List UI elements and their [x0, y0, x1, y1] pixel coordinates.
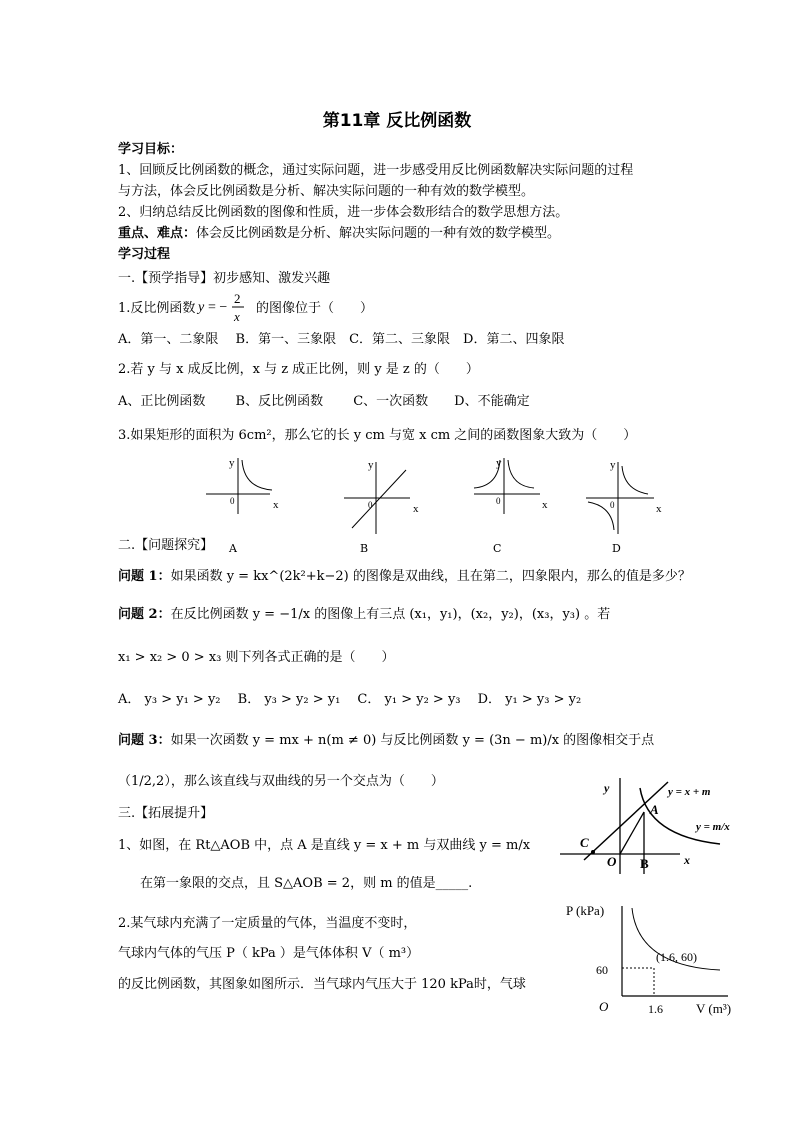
svg-text:0: 0 [496, 496, 501, 506]
q2-text: 2.若 y 与 x 成反比例，x 与 z 成正比例，则 y 是 z 的（ ） [118, 362, 479, 377]
svg-text:y: y [610, 459, 616, 471]
q1-options: A．第一、二象限 B．第一、三象限 C．第二、三象限 D．第二、四象限 [118, 332, 565, 347]
fig2-y-tick: 60 [596, 963, 608, 977]
key-text: 体会反比例函数是分析、解决实际问题的一种有效的数学模型。 [196, 226, 561, 241]
problem-2-options: A． y₃ > y₁ > y₂ B． y₃ > y₂ > y₁ C． y₁ > y₂ > y₃ D． y₁ > y₃ > y₂ [118, 692, 582, 707]
extension-2-line-1: 2.某气球内充满了一定质量的气体，当温度不变时， [118, 916, 417, 931]
svg-text:x: x [273, 499, 279, 511]
problem-3-continuation: （1/2,2），那么该直线与双曲线的另一个交点为（ ） [118, 774, 444, 789]
page-title: 第11章 反比例函数 [322, 111, 472, 131]
figure-pressure-volume [560, 898, 770, 1020]
goal-2: 2、归纳总结反比例函数的图像和性质，进一步体会数形结合的数学思想方法。 [118, 205, 569, 220]
extension-1-continuation: 在第一象限的交点，且 S△AOB = 2，则 m 的值是_____. [140, 876, 473, 891]
problem-2-label: 问题 2： [118, 607, 171, 622]
problem-2-condition: x₁ > x₂ > 0 > x₃ 则下列各式正确的是（ ） [118, 650, 395, 665]
goals-heading: 学习目标： [118, 142, 184, 157]
graph-b [340, 456, 430, 536]
problem-3-label: 问题 3： [118, 733, 171, 748]
svg-text:x: x [234, 309, 240, 324]
q2-options: A、正比例函数 B、反比例函数 C、一次函数 D、不能确定 [118, 394, 530, 409]
graph-label-d: D [612, 542, 621, 555]
fig1-line-label: y = x + m [668, 786, 711, 798]
fig2-point-label: (1.6, 60) [656, 950, 697, 964]
fig2-origin: O [599, 999, 609, 1014]
q1-formula [196, 290, 256, 326]
svg-text:y: y [496, 457, 502, 469]
figure-line-hyperbola [556, 770, 740, 878]
svg-text:x: x [413, 503, 419, 515]
svg-text:= −: = − [208, 300, 228, 315]
fig1-point-a: A [650, 802, 659, 817]
fig1-point-b: B [640, 856, 649, 871]
svg-text:y: y [229, 457, 235, 469]
goal-1b: 与方法，体会反比例函数是分析、解决实际问题的一种有效的数学模型。 [118, 184, 535, 199]
process-heading: 学习过程 [118, 247, 171, 262]
graph-c [470, 452, 560, 532]
svg-text:y: y [198, 300, 205, 315]
goal-1a: 1、回顾反比例函数的概念，通过实际问题，进一步感受用反比例函数解决实际问题的过程 [118, 163, 634, 178]
svg-text:2: 2 [234, 291, 241, 306]
section-3-heading: 三.【拓展提升】 [118, 806, 214, 821]
key-label: 重点、难点： [118, 226, 197, 241]
svg-text:y: y [368, 459, 374, 471]
fig2-v-axis: V (m³) [696, 1001, 732, 1016]
section-2-heading: 二.【问题探究】 [118, 538, 214, 553]
fig1-curve-label: y = m/x [696, 821, 730, 833]
extension-1-text: 1、如图，在 Rt△AOB 中，点 A 是直线 y = x + m 与双曲线 y = m/x [118, 838, 531, 853]
q3-text: 3.如果矩形的面积为 6cm²，那么它的长 y cm 与宽 x cm 之间的函数图象大致为（ ） [118, 428, 637, 443]
fig1-point-o: O [607, 854, 617, 869]
problem-1-label: 问题 1： [118, 569, 171, 584]
extension-2-line-3: 的反比例函数，其图象如图所示．当气球内气压大于 120 kPa时，气球 [118, 977, 526, 992]
problem-3-text: 如果一次函数 y = mx + n(m ≠ 0) 与反比例函数 y = (3n − m)/x 的图像相交于点 [170, 733, 655, 748]
problem-2-text: 在反比例函数 y = −1/x 的图像上有三点 (x₁，y₁)，(x₂，y₂)，(x₃，y₃) 。若 [170, 607, 611, 622]
graph-label-c: C [493, 542, 502, 555]
graph-d [584, 456, 674, 536]
fig1-point-c: C [580, 835, 589, 850]
section-1-heading: 一.【预学指导】初步感知、激发兴趣 [118, 271, 331, 286]
problem-1-text: 如果函数 y = kx^(2k²+k−2) 的图像是双曲线，且在第二，四象限内，那么的值是多少？ [170, 569, 691, 584]
svg-text:0: 0 [230, 496, 235, 506]
graph-label-a: A [229, 542, 237, 555]
fig1-x-label: x [684, 853, 690, 867]
fig2-x-tick: 1.6 [648, 1002, 663, 1016]
fig1-y-label: y [604, 781, 610, 795]
svg-text:0: 0 [610, 500, 615, 510]
graph-a [200, 452, 290, 532]
fig2-p-axis: P (kPa) [566, 903, 605, 918]
svg-text:0: 0 [368, 500, 373, 510]
q1-prefix: 1.反比例函数 [118, 301, 196, 316]
graph-label-b: B [360, 542, 369, 555]
extension-2-line-2: 气球内气体的气压 P（ kPa ）是气体体积 V（ m³） [118, 946, 420, 961]
svg-text:x: x [656, 503, 662, 515]
q1-suffix: 的图像位于（ ） [256, 301, 374, 316]
svg-text:x: x [542, 499, 548, 511]
